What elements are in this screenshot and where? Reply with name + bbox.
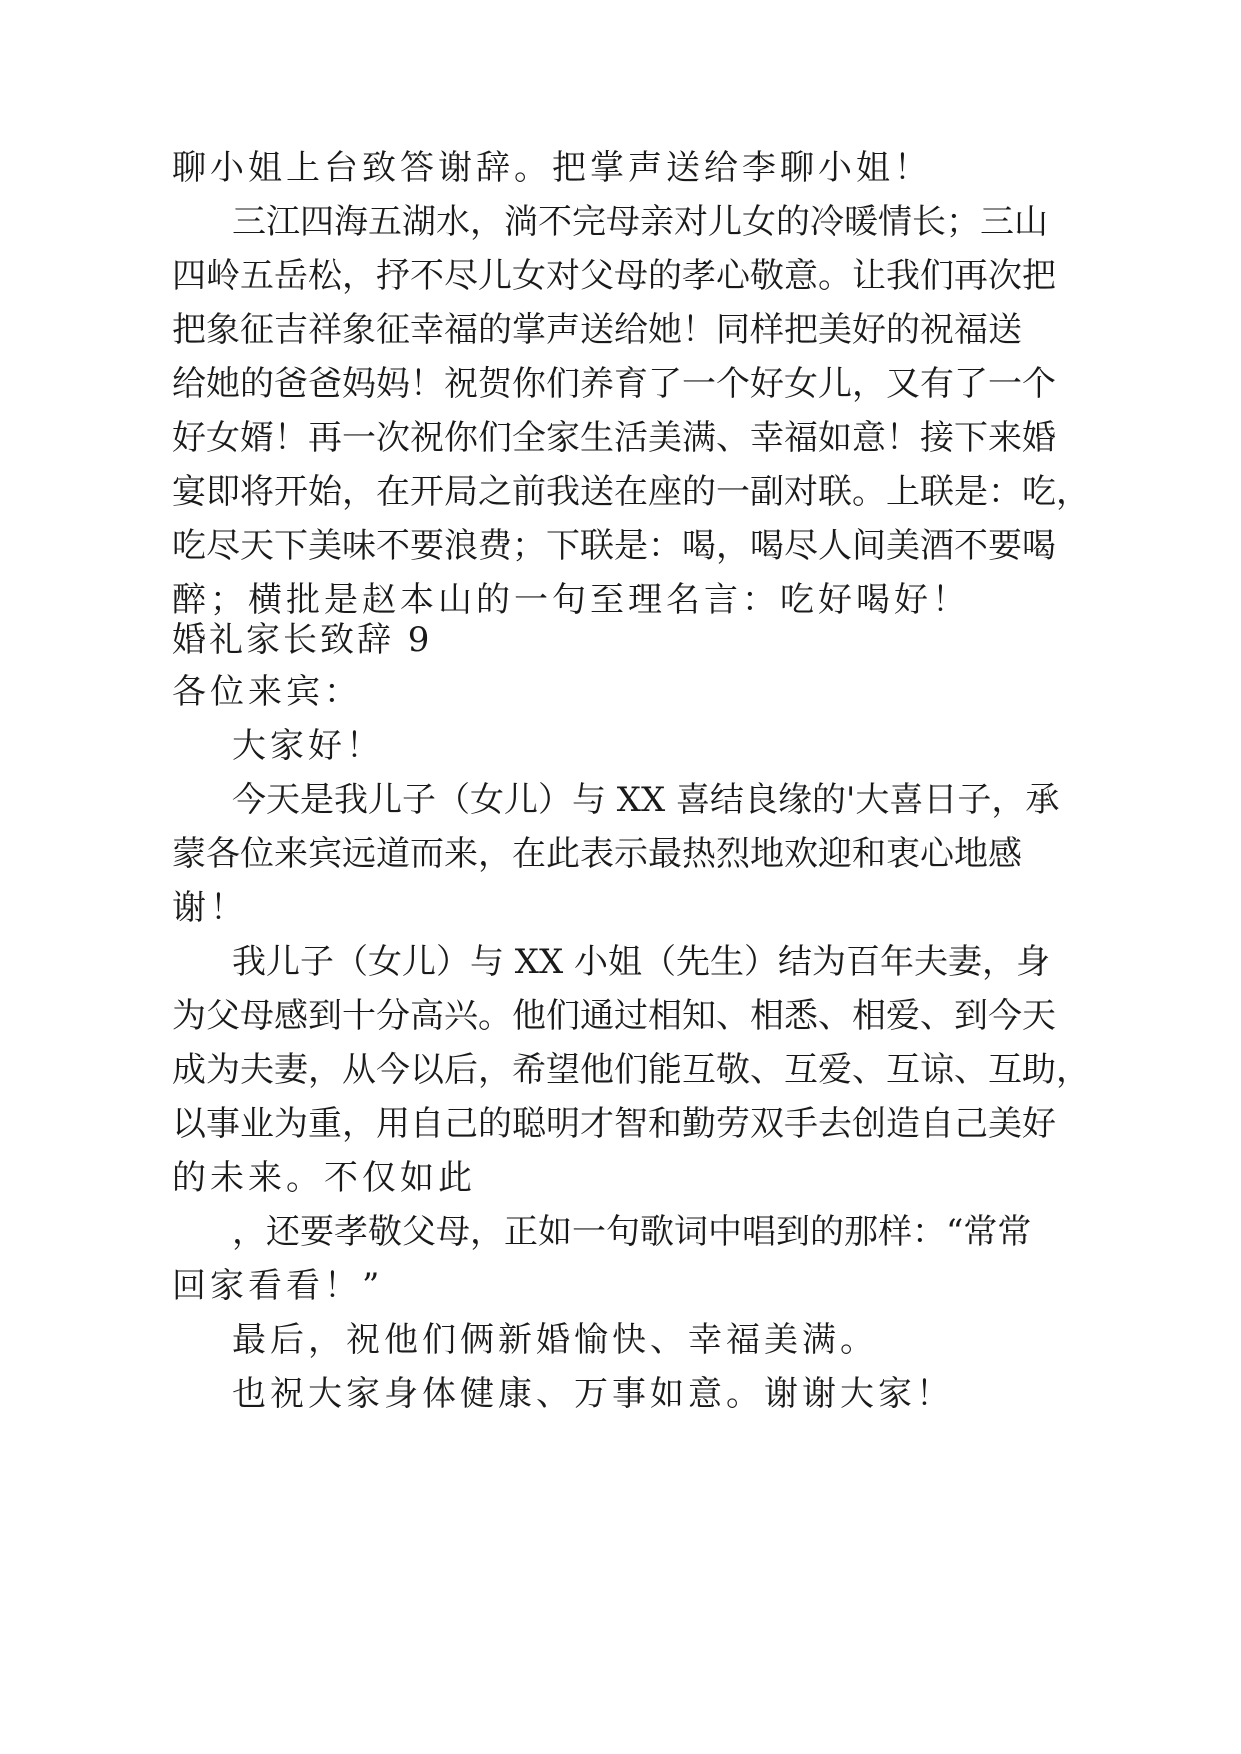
text-line: 谢！ (172, 888, 248, 928)
text-line: 以事业为重，用自己的聪明才智和勤劳双手去创造自己美好 (172, 1104, 1056, 1144)
greeting: 大家好！ (232, 726, 384, 766)
text-line: 为父母感到十分高兴。他们通过相知、相悉、相爱、到今天 (172, 996, 1056, 1036)
section-heading: 婚礼家长致辞 9 (172, 620, 433, 660)
salutation: 各位来宾： (172, 672, 362, 712)
text-line: 回家看看！” (172, 1266, 384, 1306)
text-line: 聊小姐上台致答谢辞。把掌声送给李聊小姐！ (172, 148, 932, 188)
text-line: 的未来。不仅如此 (172, 1158, 476, 1198)
text-line: 蒙各位来宾远道而来，在此表示最热烈地欢迎和衷心地感 (172, 834, 1022, 874)
text-line: 好女婿！再一次祝你们全家生活美满、幸福如意！接下来婚 (172, 418, 1056, 458)
text-line: 给她的爸爸妈妈！祝贺你们养育了一个好女儿，又有了一个 (172, 364, 1056, 404)
text-line: 醉；横批是赵本山的一句至理名言：吃好喝好！ (172, 580, 970, 620)
text-line: 成为夫妻，从今以后，希望他们能互敬、互爱、互谅、互助， (172, 1050, 1090, 1090)
text-line: 我儿子（女儿）与 XX 小姐（先生）结为百年夫妻，身 (232, 942, 1051, 982)
text-line: ，还要孝敬父母，正如一句歌词中唱到的那样：“常常 (232, 1212, 1032, 1252)
text-line: 吃尽天下美味不要浪费；下联是：喝，喝尽人间美酒不要喝 (172, 526, 1056, 566)
text-line: 今天是我儿子（女儿）与 XX 喜结良缘的'大喜日子，承 (232, 780, 1060, 820)
text-line: 把象征吉祥象征幸福的掌声送给她！同样把美好的祝福送 (172, 310, 1022, 350)
text-line: 也祝大家身体健康、万事如意。谢谢大家！ (232, 1374, 954, 1414)
text-line: 四岭五岳松，抒不尽儿女对父母的孝心敬意。让我们再次把 (172, 256, 1056, 296)
text-line: 宴即将开始，在开局之前我送在座的一副对联。上联是：吃， (172, 472, 1090, 512)
text-line: 三江四海五湖水，淌不完母亲对儿女的冷暖情长；三山 (232, 202, 1048, 242)
text-line: 最后，祝他们俩新婚愉快、幸福美满。 (232, 1320, 878, 1360)
